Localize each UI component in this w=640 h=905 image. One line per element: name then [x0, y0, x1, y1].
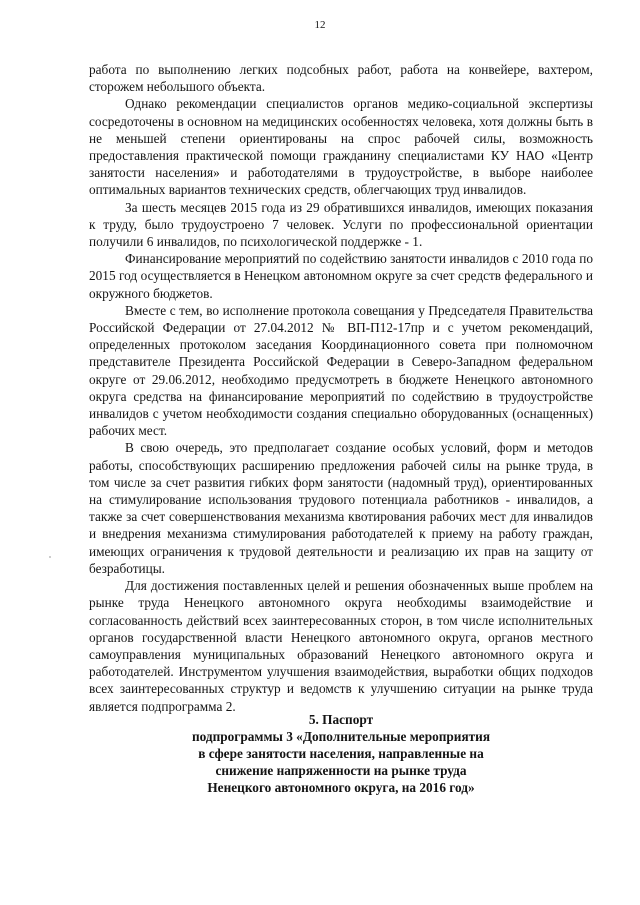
paragraph-3: За шесть месяцев 2015 года из 29 обратившихся инвалидов, имеющих показания к труду, было трудоустроено 7 человек. Услуги по профессиональной ориентации получили 6 инвалидов, по психологической поддержке - 1.: [89, 199, 593, 250]
heading-line-4: снижение напряженности на рынке труда: [215, 763, 467, 778]
paragraph-7: Для достижения поставленных целей и решения обозначенных выше проблем на рынке труда Ненецкого автономного округа необходимы взаимодействие и согласованность действий всех заинтересованных сторон, в том числе исполнительных органов государственной власти Ненецкого автономного округа, органов местного самоуправления муниципальных образований Ненецкого автономного округа и работодателей. Инструментом улучшения взаимодействия, выработки общих подходов всех заинтересованных структур и ведомств к улучшению ситуации на рынке труда является подпрограмма 2.: [89, 578, 593, 714]
section-heading: [89, 711, 593, 796]
paragraph-2: Однако рекомендации специалистов органов медико-социальной экспертизы сосредоточены в основном на медицинских особенностях человека, хотя должны быть в не меньшей степени ориентированы на спрос рабочей силы, возможность предоставления практической помощи гражданину специалистами КУ НАО «Центр занятости населения» и работодателями в трудоустройстве, в выборе наиболее оптимальных вариантов технических средств, облегчающих труд инвалидов.: [89, 96, 593, 198]
heading-line-3: в сфере занятости населения, направленные на: [198, 746, 484, 761]
body-text: [89, 61, 593, 715]
paragraph-5: Вместе с тем, во исполнение протокола совещания у Председателя Правительства Российской Федерации от 27.04.2012 № ВП-П12-17пр и с учетом рекомендаций, определенных протоколом заседания Координационного совета при полномочном представителе Президента Российской Федерации в Северо-Западном федеральном округе от 29.06.2012, необходимо предусмотреть в бюджете Ненецкого автономного округа средства на финансирование мероприятий по содействию в трудоустройстве инвалидов с учетом необходимости создания специально оборудованных (оснащенных) рабочих мест.: [89, 302, 593, 439]
scan-speck: [49, 556, 51, 558]
paragraph-6: В свою очередь, это предполагает создание особых условий, форм и методов работы, способствующих расширению предложения рабочей силы на рынке труда, в том числе за счет развития гибких форм занятости (надомный труд), ориентированных на стимулирование использования трудового потенциала работников - инвалидов, а также за счет совершенствования механизма квотирования рабочих мест для инвалидов и внедрения механизма стимулирования работодателей к приему на работу граждан, имеющих ограничения к трудовой деятельности и реализацию их прав на защиту от безработицы.: [89, 440, 593, 576]
heading-line-1: 5. Паспорт: [308, 712, 374, 727]
paragraph-1: работа по выполнению легких подсобных работ, работа на конвейере, вахтером, сторожем небольшого объекта.: [89, 62, 593, 95]
heading-line-2: подпрограммы 3 «Дополнительные мероприятия: [191, 729, 491, 744]
heading-line-5: Ненецкого автономного округа, на 2016 год»: [207, 780, 475, 795]
paragraph-4: Финансирование мероприятий по содействию занятости инвалидов с 2010 года по 2015 год осуществляется в Ненецком автономном округе за счет средств федерального и окружного бюджетов.: [89, 251, 593, 301]
page-number: 12: [314, 19, 326, 31]
